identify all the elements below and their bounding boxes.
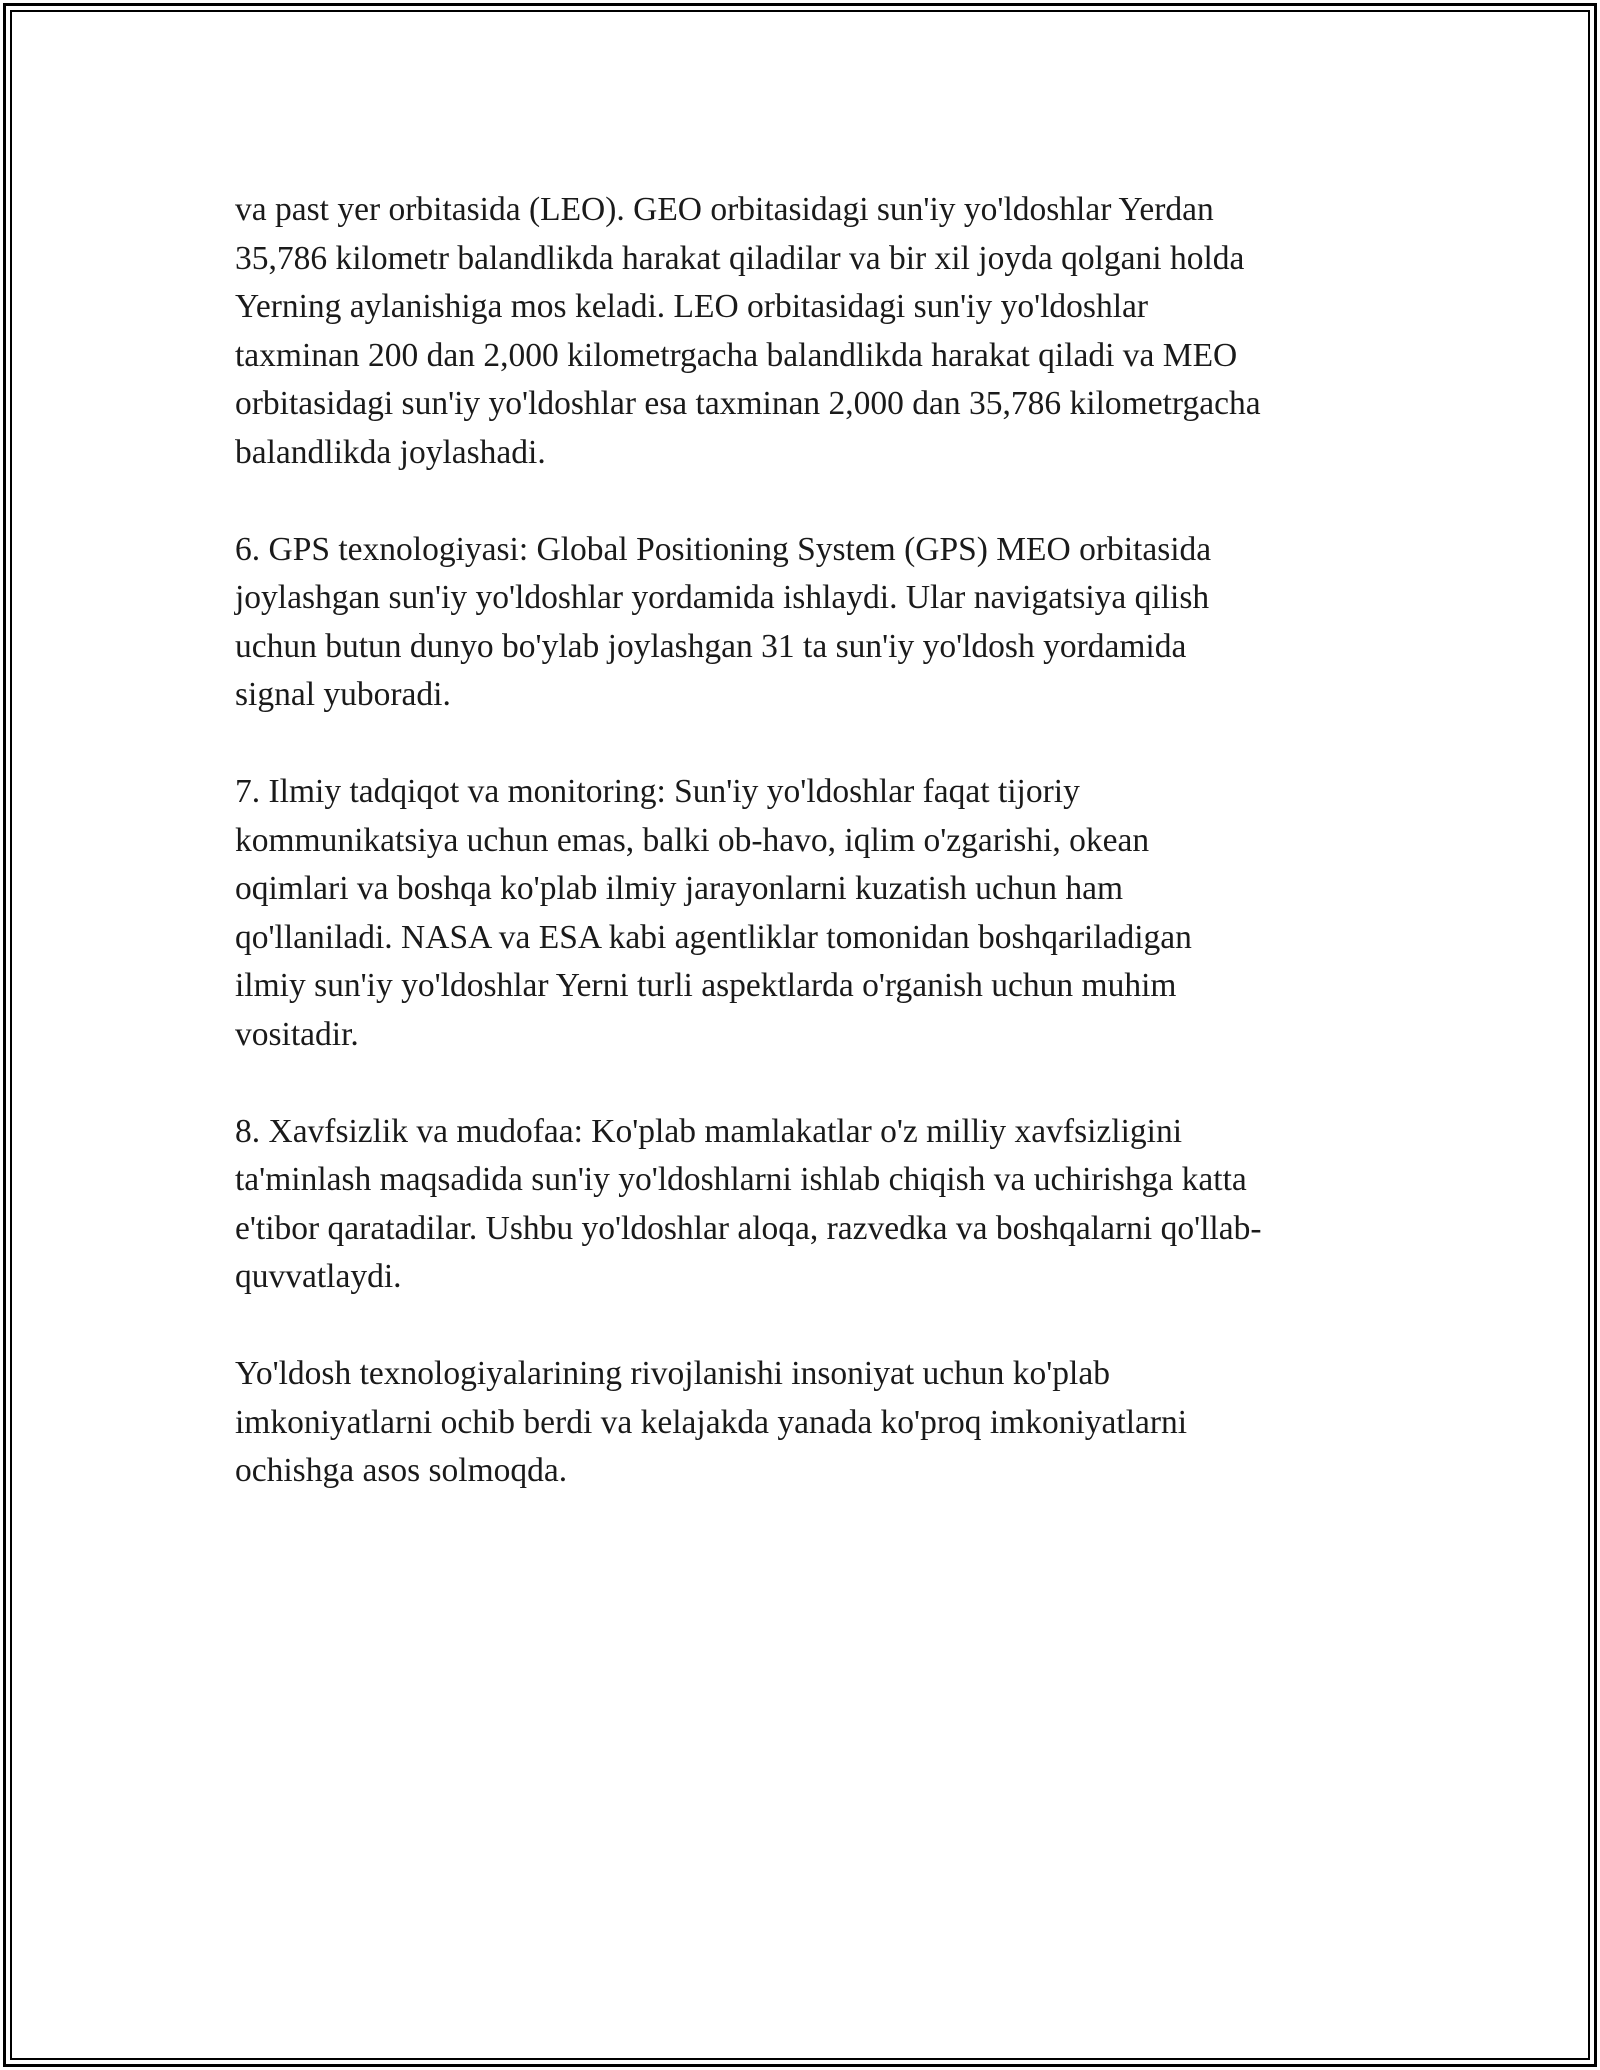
paragraph-security-defense: 8. Xavfsizlik va mudofaa: Ko'plab mamlakatlar o'z milliy xavfsizligini ta'minlash maqsadida sun'iy yo'ldoshlarni ishlab chiqish va uchirishga katta e'tibor qaratadilar. Ushbu yo'ldoshlar aloqa, razvedka va boshqalarni qo'llab- quvvatlaydi. [235, 1112, 1262, 1295]
paragraph-scientific-research: 7. Ilmiy tadqiqot va monitoring: Sun'iy yo'ldoshlar faqat tijoriy kommunikatsiya uchun emas, balki ob-havo, iqlim o'zgarishi, okean oqimlari va boshqa ko'plab ilmiy jarayonlarni kuzatish uchun ham qo'llaniladi. NASA va ESA kabi agentliklar tomonidan boshqariladigan ilmiy sun'iy yo'ldoshlar Yerni turli aspektlarda o'rganish uchun muhim vositadir. [235, 773, 1192, 1053]
document-body [235, 186, 1375, 1544]
paragraph-orbits-continued: va past yer orbitasida (LEO). GEO orbitasidagi sun'iy yo'ldoshlar Yerdan 35,786 kilometr balandlikda harakat qiladilar va bir xil joyda qolgani holda Yerning aylanishiga mos keladi. LEO orbitasidagi sun'iy yo'ldoshlar taxminan 200 dan 2,000 kilometrgacha balandlikda harakat qiladi va MEO orbitasidagi sun'iy yo'ldoshlar esa taxminan 2,000 dan 35,786 kilometrgacha balandlikda joylashadi. [235, 191, 1261, 471]
paragraph-conclusion: Yo'ldosh texnologiyalarining rivojlanishi insoniyat uchun ko'plab imkoniyatlarni ochib berdi va kelajakda yanada ko'proq imkoniyatlarni ochishga asos solmoqda. [235, 1355, 1188, 1489]
paragraph-gps-technology: 6. GPS texnologiyasi: Global Positioning System (GPS) MEO orbitasida joylashgan sun'iy yo'ldoshlar yordamida ishlaydi. Ular navigatsiya qilish uchun butun dunyo bo'ylab joylashgan 31 ta sun'iy yo'ldosh yordamida signal yuboradi. [235, 530, 1212, 713]
